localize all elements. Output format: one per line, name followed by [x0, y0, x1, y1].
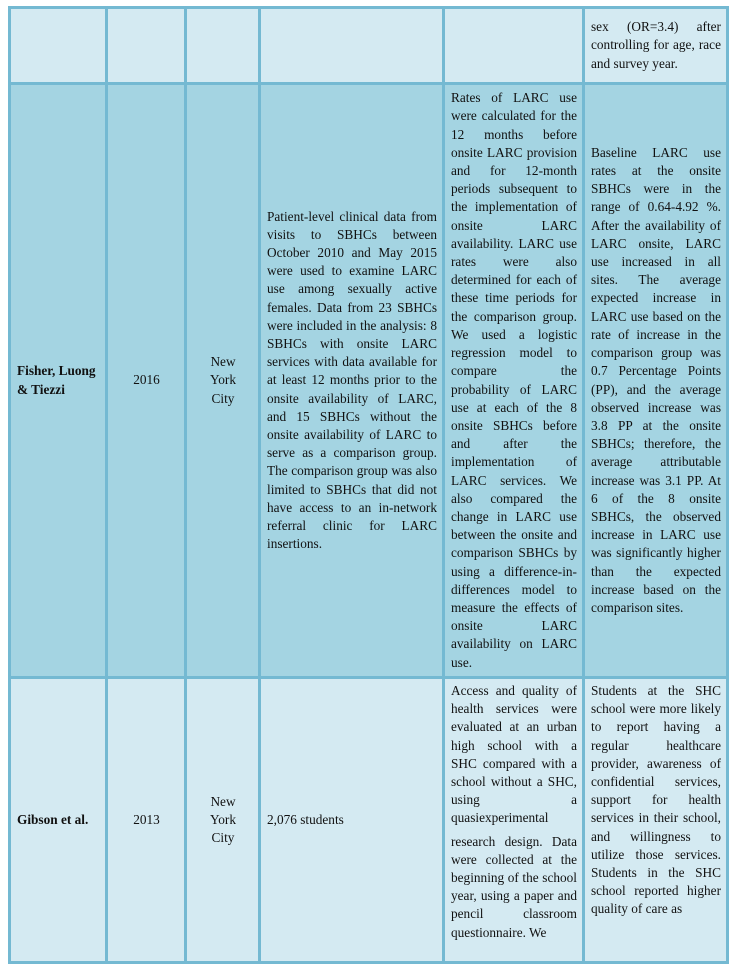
author-text: Fisher, Luong & Tiezzi	[17, 363, 96, 397]
findings-text: Baseline LARC use rates at the onsite SBHCs were in the range of 0.64-4.92 %. After the availability of LARC onsite, LARC use increased in all sites. The average expected increase in LARC use based on the rate of increase in the comparison group was 0.7 Percentage Points (PP), and the average observed increase was 3.8 PP at the onsite SBHCs; therefore, the average attributable increase was 3.1 PP. At 6 of the 8 onsite SBHCs, the observed increase in LARC use was significantly higher than the expected increase based on the comparison sites.	[591, 144, 721, 615]
sample-text: Patient-level clinical data from visits to SBHCs between October 2010 and May 2015 were used to examine LARC use among sexually active females. Data from 23 SBHCs were included in the analysis: 8 SBHCs with onsite LARC services with data available for at least 12 months prior to the onsite availability of LARC, and 15 SBHCs without the onsite availability of LARC to serve as a comparison group. The comparison group was also limited to SBHCs that did not have access to an in-network referral clinic for LARC insertions.	[267, 208, 437, 552]
location-cell	[186, 84, 260, 678]
literature-review-table	[8, 6, 729, 964]
table-row-fisher	[10, 84, 728, 678]
author-cell	[10, 8, 107, 84]
location-cell	[186, 8, 260, 84]
author-text: Gibson et al.	[17, 811, 89, 827]
year-cell: 2013	[107, 678, 186, 963]
author-cell	[10, 678, 107, 963]
sample-cell	[260, 84, 444, 678]
findings-cell	[584, 678, 728, 963]
methods-text	[451, 682, 577, 958]
methods-paragraph: research design. Data were collected at the beginning of the school year, using a paper and pencil classroom questionnaire. We	[451, 833, 577, 940]
sample-cell: 2,076 students	[260, 678, 444, 963]
table-row-continuation	[10, 8, 728, 84]
location-cell	[186, 678, 260, 963]
year-cell: 2016	[107, 84, 186, 678]
methods-cell	[444, 678, 584, 963]
location-text: New York City	[210, 793, 236, 846]
methods-text: Rates of LARC use were calculated for the 12 months before onsite LARC provision and for 12-month periods subsequent to the implementation of onsite LARC availability. LARC use rates were also determined for each of these time periods for the comparison group. We used a logistic regression model to compare the probability of LARC use at each of the 8 onsite SBHCs before and after the implementation of LARC services. We also compared the change in LARC use between the onsite and comparison SBHCs by using a difference-in-differences model to measure the effects of onsite LARC availability on LARC use.	[451, 90, 577, 670]
methods-cell	[444, 84, 584, 678]
methods-paragraph: Access and quality of health services were evaluated at an urban high school with a SHC compared with a school without a SHC, using a quasiexperimental	[451, 683, 577, 826]
findings-text: Students at the SHC school were more likely to report having a regular healthcare provider, awareness of confidential services, support for health services in their school, and willingness to utilize those services. Students in the SHC school reported higher quality of care as	[591, 683, 721, 917]
table-row-gibson	[10, 678, 728, 963]
findings-cell	[584, 84, 728, 678]
findings-text: sex (OR=3.4) after controlling for age, race and survey year.	[591, 19, 721, 71]
location-text: New York City	[210, 354, 236, 406]
methods-cell	[444, 8, 584, 84]
findings-cell	[584, 8, 728, 84]
year-cell	[107, 8, 186, 84]
author-cell	[10, 84, 107, 678]
sample-cell	[260, 8, 444, 84]
